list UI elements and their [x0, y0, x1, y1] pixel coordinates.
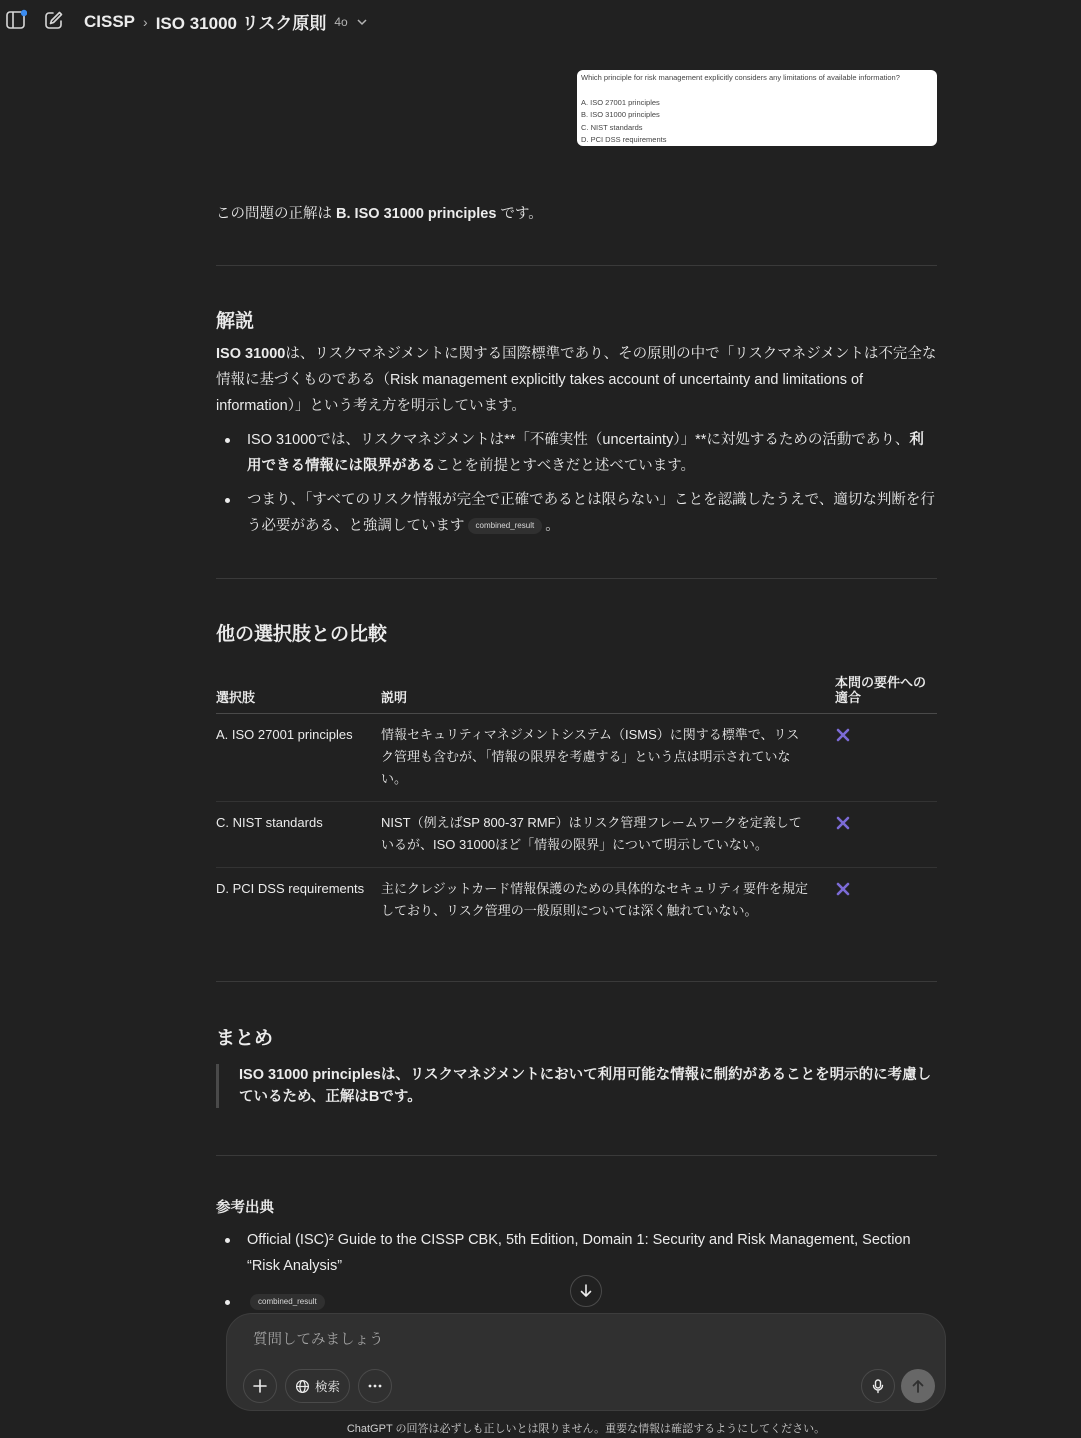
answer-lead: [216, 201, 937, 227]
message-composer: [226, 1313, 946, 1411]
summary-quote: ISO 31000 principlesは、リスクマネジメントにおいて利用可能な情報に制約があることを明示的に考慮しているため、正解はBです。: [216, 1064, 937, 1108]
list-item: [216, 1227, 937, 1279]
image-question-text: Which principle for risk management explicitly considers any limitations of available information?: [581, 73, 900, 82]
explanation-bullets: [216, 427, 937, 539]
option-cell: C. NIST standards: [216, 815, 323, 830]
table-row: [216, 802, 937, 868]
bullet-bold: 利用できる情報には限界がある: [247, 432, 924, 474]
list-item: [216, 487, 937, 539]
chevron-right-icon: ›: [143, 13, 148, 30]
breadcrumb[interactable]: [84, 9, 368, 34]
image-option: C. NIST standards: [581, 122, 643, 132]
bullet-text: つまり、「すべてのリスク情報が完全で正確であるとは限らない」ことを認識したうえで、適切な判断を行う必要がある、と強調しています: [247, 492, 935, 534]
bullet-text: ISO 31000では、リスクマネジメントは**「不確実性（uncertainty）」**に対処するための活動であり、: [247, 432, 910, 448]
list-item: [216, 427, 937, 479]
image-option: B. ISO 31000 principles: [581, 110, 660, 119]
column-header: 選択肢: [216, 690, 256, 705]
reference-text: Official (ISC)² Guide to the CISSP CBK, 5th Edition, Domain 1: Security and Risk Management, Section “Risk Analysis”: [247, 1232, 911, 1274]
ellipsis-icon: [367, 1378, 383, 1394]
summary-heading: まとめ: [216, 1028, 274, 1049]
scroll-down-button[interactable]: [570, 1275, 602, 1307]
table-row: [216, 714, 937, 802]
model-badge[interactable]: 4o: [334, 14, 348, 29]
search-button[interactable]: [285, 1369, 350, 1403]
citation-chip[interactable]: combined_result: [250, 1294, 325, 1310]
comparison-heading: 他の選択肢との比較: [216, 624, 388, 645]
column-header: 本問の要件への適合: [835, 675, 927, 705]
project-name[interactable]: CISSP: [84, 11, 136, 31]
fit-cell: [835, 878, 937, 922]
sidebar-toggle-icon[interactable]: [4, 8, 28, 32]
column-header: 説明: [381, 690, 408, 705]
answer-lead-bold: B. ISO 31000 principles: [336, 206, 497, 222]
fit-cell: [835, 724, 937, 790]
image-option: A. ISO 27001 principles: [581, 97, 660, 107]
disclaimer-text: ChatGPT の回答は必ずしも正しいとは限りません。重要な情報は確認するようにしてください。: [346, 1423, 826, 1435]
table-row: [216, 868, 937, 933]
arrow-up-icon: [910, 1378, 926, 1394]
answer-lead-suffix: です。: [496, 206, 543, 222]
add-attachment-button[interactable]: [243, 1369, 277, 1403]
option-cell: D. PCI DSS requirements: [216, 881, 365, 896]
cross-mark-icon: [835, 815, 851, 831]
globe-icon: [295, 1379, 310, 1394]
citation-chip[interactable]: combined_result: [468, 518, 543, 534]
explanation-paragraph: [216, 341, 937, 419]
send-button[interactable]: [901, 1369, 935, 1403]
description-cell: 主にクレジットカード情報保護のための具体的なセキュリティ要件を規定しており、リスク管理の一般原則については深く触れていない。: [381, 881, 808, 918]
chat-title[interactable]: ISO 31000 リスク原則: [155, 14, 327, 33]
bullet-text: ことを前提とすべきだと述べています。: [435, 458, 696, 474]
comparison-table: [216, 676, 937, 933]
chevron-down-icon[interactable]: [356, 16, 368, 28]
user-uploaded-image[interactable]: [577, 70, 937, 146]
explanation-bold: ISO 31000: [216, 346, 286, 362]
description-cell: 情報セキュリティマネジメントシステム（ISMS）に関する標準で、リスク管理も含むが、「情報の限界を考慮する」という点は明示されていない。: [381, 727, 800, 786]
search-button-label: 検索: [314, 1380, 340, 1394]
microphone-icon: [870, 1378, 886, 1394]
references-heading: 参考出典: [216, 1200, 274, 1216]
divider: [216, 981, 937, 982]
new-chat-icon[interactable]: [42, 8, 66, 32]
top-bar: [0, 0, 1081, 40]
table-header-row: [216, 676, 937, 714]
more-tools-button[interactable]: [358, 1369, 392, 1403]
cross-mark-icon: [835, 881, 851, 897]
option-cell: A. ISO 27001 principles: [216, 727, 353, 742]
explanation-text: は、リスクマネジメントに関する国際標準であり、その原則の中で「リスクマネジメントは不完全な情報に基づくものである（Risk management explicitly takes account of uncertainty and limitations of information）」という考え方を明示しています。: [216, 346, 937, 414]
divider: [216, 1155, 937, 1156]
arrow-down-icon: [578, 1283, 594, 1299]
voice-input-button[interactable]: [861, 1369, 895, 1403]
image-option: D. PCI DSS requirements: [581, 135, 667, 144]
cross-mark-icon: [835, 727, 851, 743]
divider: [216, 578, 937, 579]
bullet-text: 。: [545, 518, 560, 534]
description-cell: NIST（例えばSP 800-37 RMF）はリスク管理フレームワークを定義しているが、ISO 31000ほど「情報の限界」について明示していない。: [381, 815, 802, 852]
explanation-heading: 解説: [216, 311, 255, 332]
divider: [216, 265, 937, 266]
message-input[interactable]: [253, 1328, 853, 1352]
fit-cell: [835, 812, 937, 856]
answer-lead-prefix: この問題の正解は: [216, 206, 337, 222]
plus-icon: [252, 1378, 268, 1394]
